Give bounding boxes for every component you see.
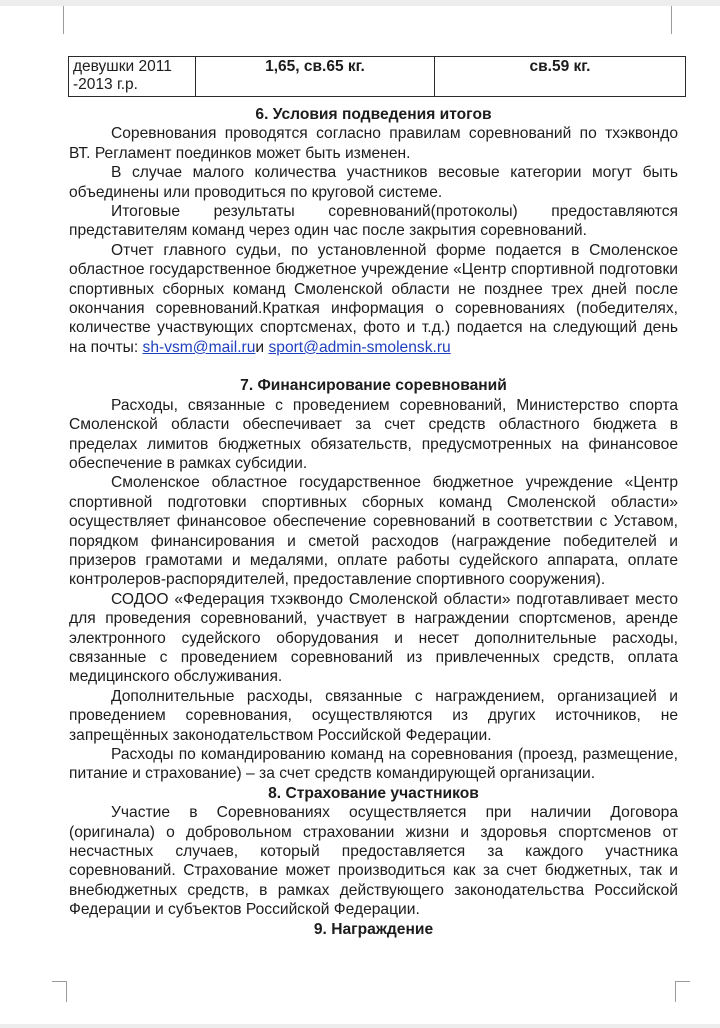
- section-7-heading: 7. Финансирование соревнований: [240, 377, 507, 395]
- report-text: Отчет главного судьи, по установленной форме подается в Смоленское областное государственное бюджетное учреждение «Центр спортивной подготовки спортивных сборных команд Смоленской области не позднее трех дней после окончания соревнований.Краткая информация о соревнованиях (победителях, количестве участвующих спортсменах, фото и т.д.) подается на следующий день на почты:: [69, 241, 678, 356]
- page-corner-mark: [671, 6, 680, 34]
- table-row: [69, 57, 686, 97]
- section-6-paragraph: Итоговые результаты соревнований(протоколы) предоставляются представителям команд через один час после закрытия соревнований.: [69, 203, 678, 240]
- section-6-paragraph: Соревнования проводятся согласно правилам соревнований по тхэквондо ВТ. Регламент поединков может быть изменен.: [69, 125, 678, 162]
- email-link-sh-vsm[interactable]: sh-vsm@mail.ru: [142, 338, 256, 356]
- email-link-sport-admin[interactable]: sport@admin-smolensk.ru: [268, 338, 451, 356]
- section-6-heading: 6. Условия подведения итогов: [255, 106, 492, 123]
- section-6-paragraph: В случае малого количества участников весовые категории могут быть объединены или проводиться по круговой системе.: [69, 164, 678, 201]
- section-7-paragraph: Расходы по командированию команд на соревнования (проезд, размещение, питание и страхование) – за счет средств командирующей организации.: [69, 746, 678, 783]
- section-7-paragraph: Смоленское областное государственное бюджетное учреждение «Центр спортивной подготовки спортивных сборных команд Смоленской области» осуществляет финансовое обеспечение соревнований в соответствии с Уставом, порядком финансирования и сметой расходов (награждение победителей и призеров грамотами и медалями, оплате работы судейского аппарата, оплате контролеров-распорядителей, предоставление спортивного сооружения).: [69, 474, 678, 589]
- section-7-paragraph: Дополнительные расходы, связанные с награждением, организацией и проведением соревнования, осуществляются из других источников, не запрещённых законодательством Российской Федерации.: [69, 687, 678, 744]
- page-corner-mark: [52, 981, 67, 1002]
- document-body: [69, 105, 678, 939]
- table-cell-weight-2: св.59 кг.: [435, 57, 686, 97]
- section-7-paragraph: Расходы, связанные с проведением соревнований, Министерство спорта Смоленской области обеспечивает за счет средств областного бюджета в пределах лимитов бюджетных обязательств, предусмотренных на финансовое обеспечение в рамках субсидии.: [69, 396, 678, 472]
- section-8-paragraph: Участие в Соревнованиях осуществляется при наличии Договора (оригинала) о добровольном страховании жизни и здоровья спортсменов от несчастных случаев, который предоставляется за каждого участника соревнований. Страхование может производиться как за счет бюджетных, так и внебюджетных средств, в рамках действующего законодательства Российской Федерации и субъектов Российской Федерации.: [69, 804, 678, 919]
- document-page: [0, 6, 720, 1024]
- section-8-heading: 8. Страхование участников: [268, 784, 479, 802]
- weight-category-table: [68, 56, 686, 97]
- section-7-paragraph: СОДОО «Федерация тхэквондо Смоленской области» подготавливает место для проведения соревнований, участвует в награждении спортсменов, аренде электронного судейского оборудования и несет дополнительные расходы, связанные с проведением соревнований из привлеченных средств, оплата медицинского обслуживания.: [69, 590, 678, 686]
- conjunction-text: и: [255, 338, 265, 356]
- spacer: [69, 357, 678, 376]
- table-cell-weight-1: 1,65, св.65 кг.: [196, 57, 435, 97]
- page-corner-mark: [55, 6, 64, 34]
- table-cell-group: девушки 2011 -2013 г.р.: [69, 57, 196, 97]
- section-6-paragraph-report: [69, 241, 678, 357]
- section-9-heading: 9. Награждение: [313, 920, 434, 938]
- page-corner-mark: [675, 981, 690, 1002]
